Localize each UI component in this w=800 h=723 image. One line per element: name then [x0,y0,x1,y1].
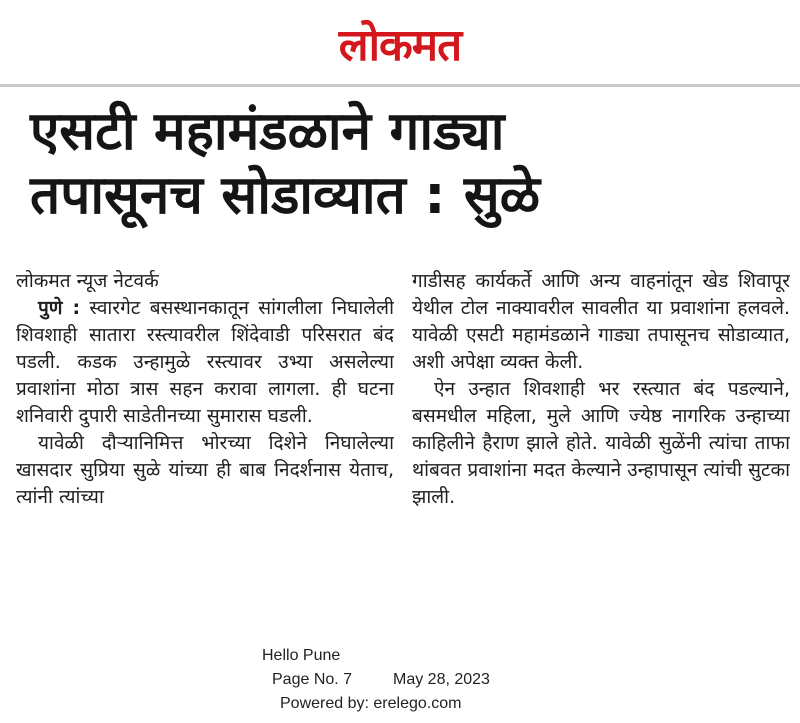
article-paragraph: गाडीसह कार्यकर्ते आणि अन्य वाहनांतून खेड शिवापूर येथील टोल नाक्यावरील सावलीत या प्रवाशांना हलवले. यावेळी एसटी महामंडळाने गाड्या तपासूनच सोडाव्यात, अशी अपेक्षा व्यक्त केली. [412,270,790,373]
byline: लोकमत न्यूज नेटवर्क [16,270,159,292]
masthead-divider [0,84,800,87]
powered-by-link[interactable]: Powered by: erelego.com [280,695,462,712]
publish-date: May 28, 2023 [393,671,490,688]
article-column-left [16,268,394,628]
article-headline [30,100,790,228]
headline-line-2: तपासूनच सोडाव्यात : सुळे [30,165,541,226]
article-paragraph [16,295,394,430]
edition-name: Hello Pune [262,647,341,664]
article-paragraph: ऐन उन्हात शिवशाही भर रस्त्यात बंद पडल्याने, बसमधील महिला, मुले आणि ज्येष्ठ नागरिक उन्हाच्या काहिलीने हैराण झाले होते. यावेळी सुळेंनी त्यांचा ताफा थांबवत प्रवाशांना मदत केल्याने उन्हापासून त्यांची सुटका झाली. [412,378,790,508]
article-paragraph: यावेळी दौऱ्यानिमित्त भोरच्या दिशेने निघालेल्या खासदार सुप्रिया सुळे यांच्या ही बाब निदर्शनास येताच, त्यांनी त्यांच्या [16,432,394,508]
masthead-logo: लोकमत [338,20,462,71]
headline-line-1: एसटी महामंडळाने गाड्या [30,101,505,162]
dateline: पुणे : [38,297,81,319]
page-number: Page No. 7 [272,671,353,688]
paragraph-text: स्वारगेट बसस्थानकातून सांगलीला निघालेली शिवशाही सातारा रस्त्यावरील शिंदेवाडी परिसरात बंद पडली. कडक उन्हामुळे रस्त्यावर उभ्या असलेल्या प्रवाशांना मोठा त्रास सहन करावा लागला. ही घटना शनिवारी दुपारी साडेतीनच्या सुमारास घडली. [16,297,394,427]
article-column-right [412,268,790,628]
